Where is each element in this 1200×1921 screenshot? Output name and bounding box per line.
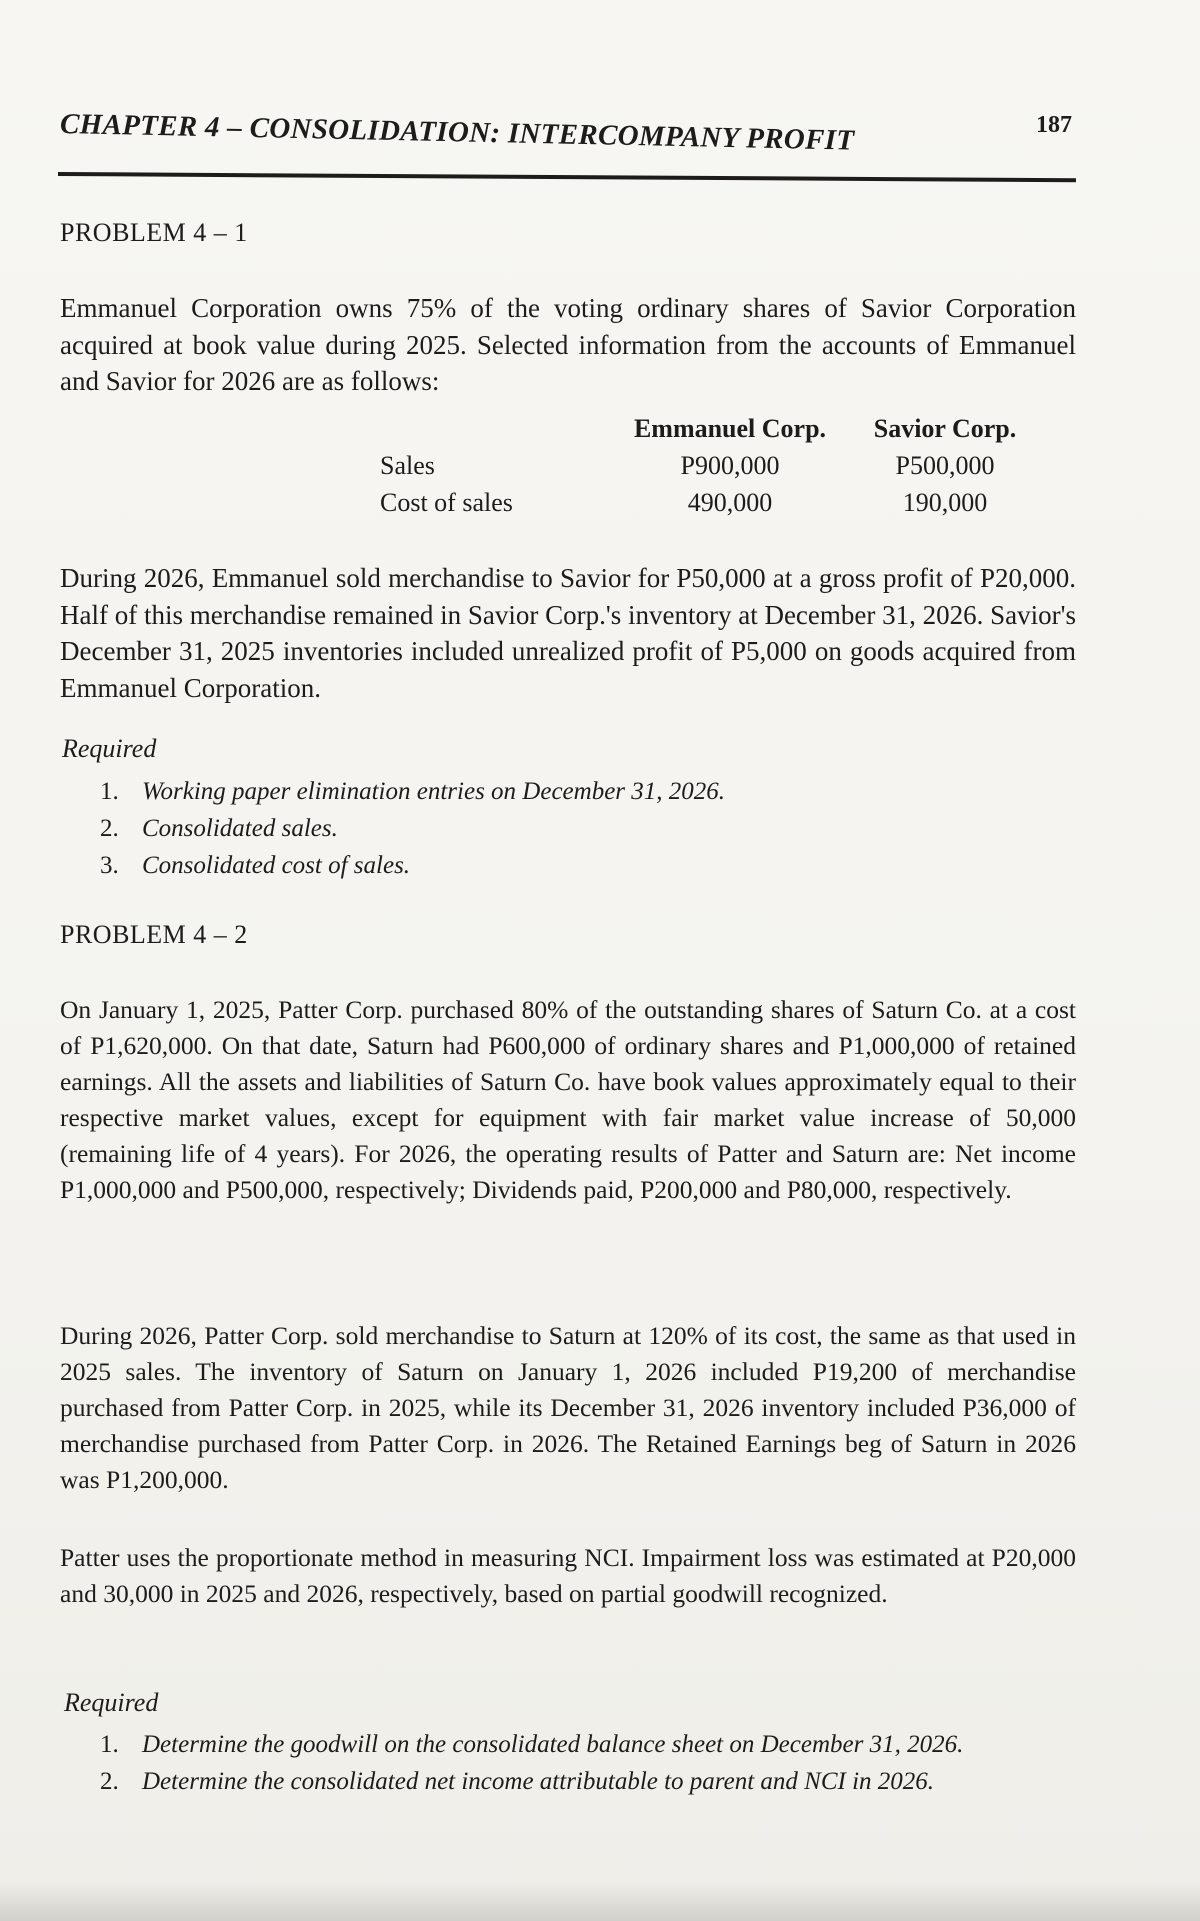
problem-4-1-paragraph-2: During 2026, Emmanuel sold merchandise to Savior for P50,000 at a gross profit of P20,000. Half of this merchandise remained in Savior Corp.'s inventory at December 31, 2026. Savior's December 31, 2025 inventories included unrealized profit of P5,000 on goods acquired from Emmanuel Corporation. <box>60 563 1076 703</box>
problem-4-1-required-list <box>100 773 725 884</box>
list-item-text: Determine the goodwill on the consolidated balance sheet on December 31, 2026. <box>142 1731 964 1758</box>
chapter-title: CHAPTER 4 – CONSOLIDATION: INTERCOMPANY PROFIT <box>59 108 855 157</box>
financial-table <box>380 414 1040 525</box>
header-rule <box>58 172 1076 182</box>
list-item-text: Consolidated cost of sales. <box>142 852 411 879</box>
list-item-text: Working paper elimination entries on December 31, 2026. <box>142 778 726 805</box>
savior-sales-value: P500,000 <box>895 451 995 480</box>
problem-4-2-heading: PROBLEM 4 – 2 <box>60 920 248 949</box>
list-item <box>100 1763 963 1800</box>
problem-4-2-required-label: Required <box>64 1688 159 1717</box>
emmanuel-cost-value: 490,000 <box>687 488 773 517</box>
emmanuel-sales-value: P900,000 <box>680 451 780 480</box>
problem-4-2-paragraph-1: On January 1, 2025, Patter Corp. purchased 80% of the outstanding shares of Saturn Co. at a cost of P1,620,000. On that date, Saturn had P600,000 of ordinary shares and P1,000,000 of retained earnings. All the assets and liabilities of Saturn Co. have book values approximately equal to their respective market values, except for equipment with fair market value increase of 50,000 (remaining life of 4 years). For 2026, the operating results of Patter and Saturn are: Net income P1,000,000 and P500,000, respectively; Dividends paid, P200,000 and P80,000, respectively. <box>60 995 1076 1204</box>
list-item-number: 1. <box>100 1731 119 1758</box>
list-item-number: 1. <box>100 778 119 805</box>
problem-4-1-intro: Emmanuel Corporation owns 75% of the voting ordinary shares of Savior Corporation acquired at book value during 2025. Selected information from the accounts of Emmanuel and Savior for 2026 are as follows: <box>60 293 1076 396</box>
list-item <box>100 773 725 810</box>
savior-cost-value: 190,000 <box>902 488 988 517</box>
page-number: 187 <box>1036 112 1072 138</box>
problem-4-1-required-label: Required <box>62 734 157 763</box>
column-header-savior: Savior Corp. <box>873 414 1017 443</box>
list-item-number: 2. <box>100 815 119 842</box>
list-item-text: Consolidated sales. <box>142 815 338 842</box>
list-item-number: 3. <box>100 852 119 879</box>
problem-4-2-required-list <box>100 1726 963 1800</box>
list-item-number: 2. <box>100 1768 119 1795</box>
list-item <box>100 810 725 847</box>
problem-4-2-paragraph-2: During 2026, Patter Corp. sold merchandise to Saturn at 120% of its cost, the same as that used in 2025 sales. The inventory of Saturn on January 1, 2026 included P19,200 of merchandise purchased from Patter Corp. in 2025, while its December 31, 2026 inventory included P36,000 of merchandise purchased from Patter Corp. in 2026. The Retained Earnings beg of Saturn in 2026 was P1,200,000. <box>60 1321 1076 1494</box>
problem-4-2-paragraph-3: Patter uses the proportionate method in measuring NCI. Impairment loss was estimated at P20,000 and 30,000 in 2025 and 2026, respectively, based on partial goodwill recognized. <box>60 1543 1076 1608</box>
list-item-text: Determine the consolidated net income attributable to parent and NCI in 2026. <box>142 1768 935 1795</box>
page-bottom-shadow <box>0 1881 1200 1921</box>
table-row-cost-of-sales <box>380 488 1040 525</box>
problem-4-1-heading: PROBLEM 4 – 1 <box>60 218 248 247</box>
list-item <box>100 1726 963 1763</box>
row-label: Sales <box>380 451 435 480</box>
column-header-emmanuel: Emmanuel Corp. <box>633 414 827 443</box>
list-item <box>100 847 725 884</box>
table-header-row <box>380 414 1040 451</box>
table-row-sales <box>380 451 1040 488</box>
row-label: Cost of sales <box>380 488 513 517</box>
